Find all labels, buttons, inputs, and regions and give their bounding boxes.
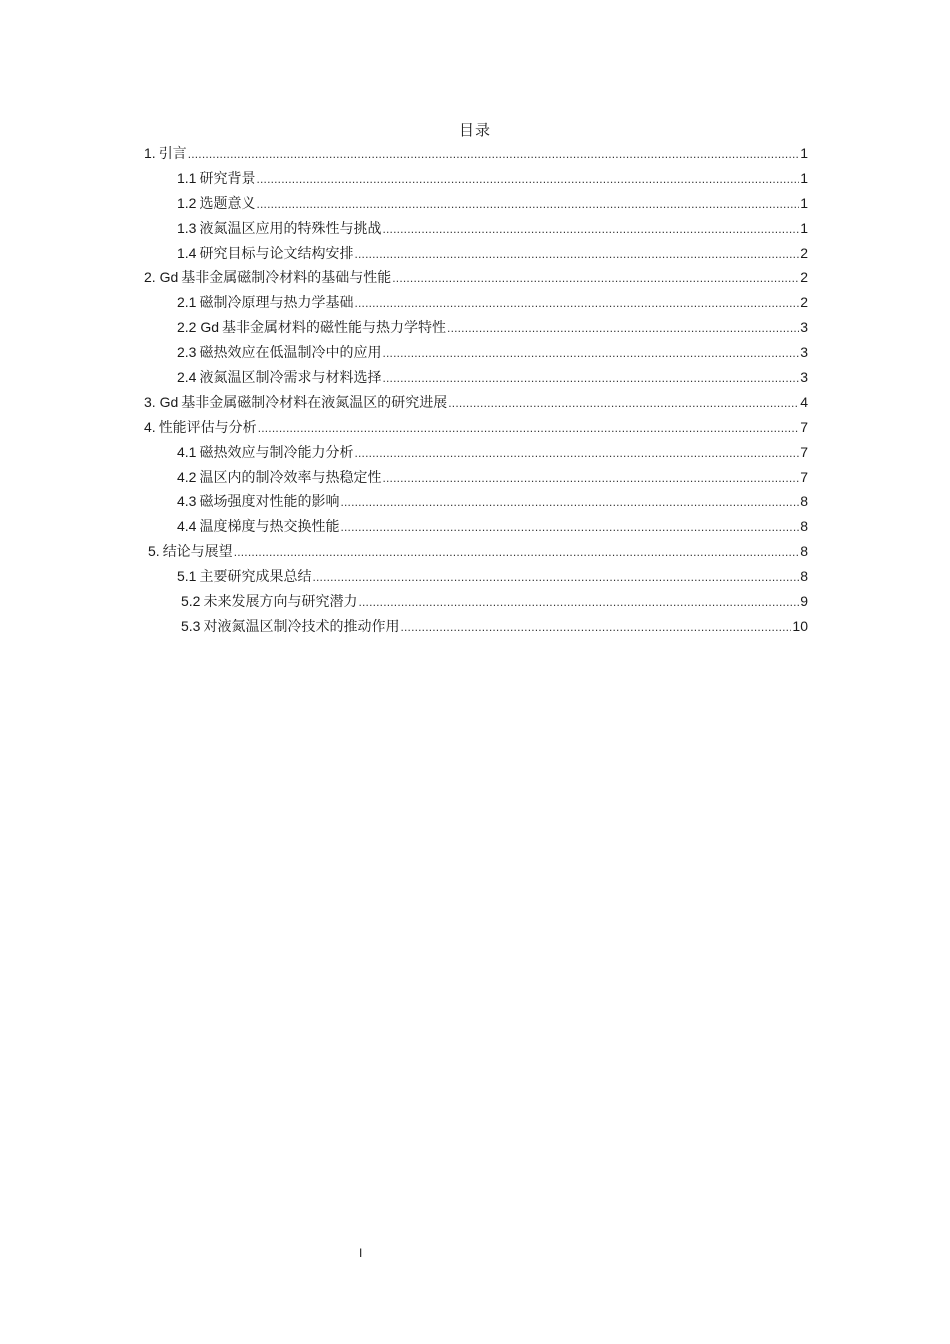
toc-entry[interactable] (144, 265, 808, 290)
toc-entry[interactable] (144, 166, 808, 191)
toc-entry-title: 基非金属材料的磁性能与热力学特性 (222, 320, 447, 337)
toc-entry-number: 1.4 (177, 244, 197, 261)
toc-entry[interactable] (144, 564, 808, 589)
toc-entry-number: 4. (144, 418, 156, 435)
toc-entry-number: 4.2 (177, 468, 197, 485)
toc-entry-page: 3 (800, 344, 808, 361)
toc-entry-number: 2.1 (177, 294, 197, 311)
toc-entry-title: 磁热效应与制冷能力分析 (199, 444, 354, 461)
dot-leader (392, 266, 799, 291)
toc-entry[interactable] (144, 489, 808, 514)
toc-entry-number: 4.4 (177, 518, 197, 535)
toc-entry-page: 8 (800, 518, 808, 535)
toc-entry-page: 1 (800, 194, 808, 211)
toc-entry-page: 9 (800, 593, 808, 610)
toc-entry[interactable] (144, 514, 808, 539)
toc-entry[interactable] (144, 415, 808, 440)
dot-leader (448, 391, 799, 416)
dot-leader (354, 291, 799, 316)
dot-leader (312, 565, 799, 590)
toc-entry-number: 4.3 (177, 493, 197, 510)
toc-entry-title: 对液氮温区制冷技术的推动作用 (203, 618, 400, 635)
dot-leader (382, 341, 799, 366)
toc-entry-page: 1 (800, 219, 808, 236)
toc-entry[interactable] (144, 290, 808, 315)
page-number: I (359, 1246, 363, 1260)
dot-leader (382, 466, 799, 491)
toc-entry-page: 7 (800, 443, 808, 460)
toc-entry-page: 3 (800, 319, 808, 336)
toc-entry[interactable] (144, 465, 808, 490)
toc-entry-title: 磁制冷原理与热力学基础 (199, 295, 354, 312)
toc-entry-number: 3. Gd (144, 393, 179, 410)
dot-leader (354, 441, 799, 466)
toc-entry-title: 研究背景 (199, 170, 256, 187)
toc-entry-page: 3 (800, 369, 808, 386)
toc-entry[interactable] (144, 365, 808, 390)
toc-entry-number: 1.2 (177, 194, 197, 211)
dot-leader (400, 615, 791, 640)
toc-entry[interactable] (144, 539, 808, 564)
dot-leader (258, 416, 800, 441)
toc-entry-number: 4.1 (177, 443, 197, 460)
dot-leader (256, 192, 799, 217)
toc-entry[interactable] (144, 315, 808, 340)
toc-entry-number: 2. Gd (144, 269, 179, 286)
toc-entry-number: 1.3 (177, 219, 197, 236)
toc-entry-page: 1 (800, 169, 808, 186)
toc-entry[interactable] (144, 589, 808, 614)
toc-entry-page: 1 (800, 145, 808, 161)
toc-entry-title: 选题意义 (199, 195, 256, 212)
toc-entry-page: 7 (800, 418, 808, 435)
toc-entry-number: 2.2 Gd (177, 319, 220, 336)
dot-leader (234, 540, 800, 565)
toc-entry-page: 2 (800, 269, 808, 286)
toc-entry-page: 10 (792, 617, 808, 634)
dot-leader (382, 366, 799, 391)
dot-leader (188, 142, 800, 167)
toc-entry-page: 7 (800, 468, 808, 485)
toc-entry-title: 基非金属磁制冷材料在液氮温区的研究进展 (181, 394, 448, 411)
toc-entry-page: 8 (800, 568, 808, 585)
toc-entry-page: 2 (800, 294, 808, 311)
toc-entry-number: 2.3 (177, 344, 197, 361)
toc-entry-page: 8 (800, 543, 808, 560)
toc-entry-number: 2.4 (177, 369, 197, 386)
toc-entry-number: 5.3 (181, 617, 201, 634)
toc-entry-number: 5.2 (181, 593, 201, 610)
toc-title: 目录 (458, 121, 491, 139)
toc-entry-page: 4 (800, 393, 808, 410)
toc-entry[interactable] (144, 141, 808, 166)
toc-entry-title: 结论与展望 (162, 544, 233, 561)
toc-entry-title: 液氮温区制冷需求与材料选择 (199, 370, 382, 387)
toc-entry-title: 温度梯度与热交换性能 (199, 519, 340, 536)
toc-entry-title: 磁场强度对性能的影响 (199, 494, 340, 511)
toc-entry-title: 液氮温区应用的特殊性与挑战 (199, 220, 382, 237)
toc-entry-title: 基非金属磁制冷材料的基础与性能 (181, 270, 392, 287)
toc-entry-title: 磁热效应在低温制冷中的应用 (199, 345, 382, 362)
toc-entry-title: 未来发展方向与研究潜力 (203, 594, 358, 611)
toc-entry-page: 8 (800, 493, 808, 510)
toc-entry-title: 主要研究成果总结 (199, 569, 312, 586)
toc-entry[interactable] (144, 440, 808, 465)
toc-entry[interactable] (144, 216, 808, 241)
toc-entry[interactable] (144, 340, 808, 365)
toc-entry[interactable] (144, 614, 808, 639)
toc-entry-title: 温区内的制冷效率与热稳定性 (199, 469, 382, 486)
toc-entry-number: 5. (148, 543, 160, 560)
toc-entry-title: 研究目标与论文结构安排 (199, 245, 354, 262)
toc-entry-number: 5.1 (177, 568, 197, 585)
toc-entry-title: 引言 (158, 146, 187, 162)
dot-leader (354, 242, 799, 267)
toc-entry-number: 1.1 (177, 169, 197, 186)
toc-entry-title: 性能评估与分析 (158, 419, 257, 436)
dot-leader (340, 515, 799, 540)
toc-entry[interactable] (144, 191, 808, 216)
dot-leader (382, 217, 799, 242)
dot-leader (256, 167, 799, 192)
dot-leader (447, 316, 799, 341)
toc-entry[interactable] (144, 241, 808, 266)
table-of-contents (144, 141, 808, 639)
dot-leader (340, 490, 799, 515)
toc-entry-number: 1. (144, 145, 156, 161)
toc-entry[interactable] (144, 390, 808, 415)
dot-leader (358, 590, 799, 615)
toc-entry-page: 2 (800, 244, 808, 261)
